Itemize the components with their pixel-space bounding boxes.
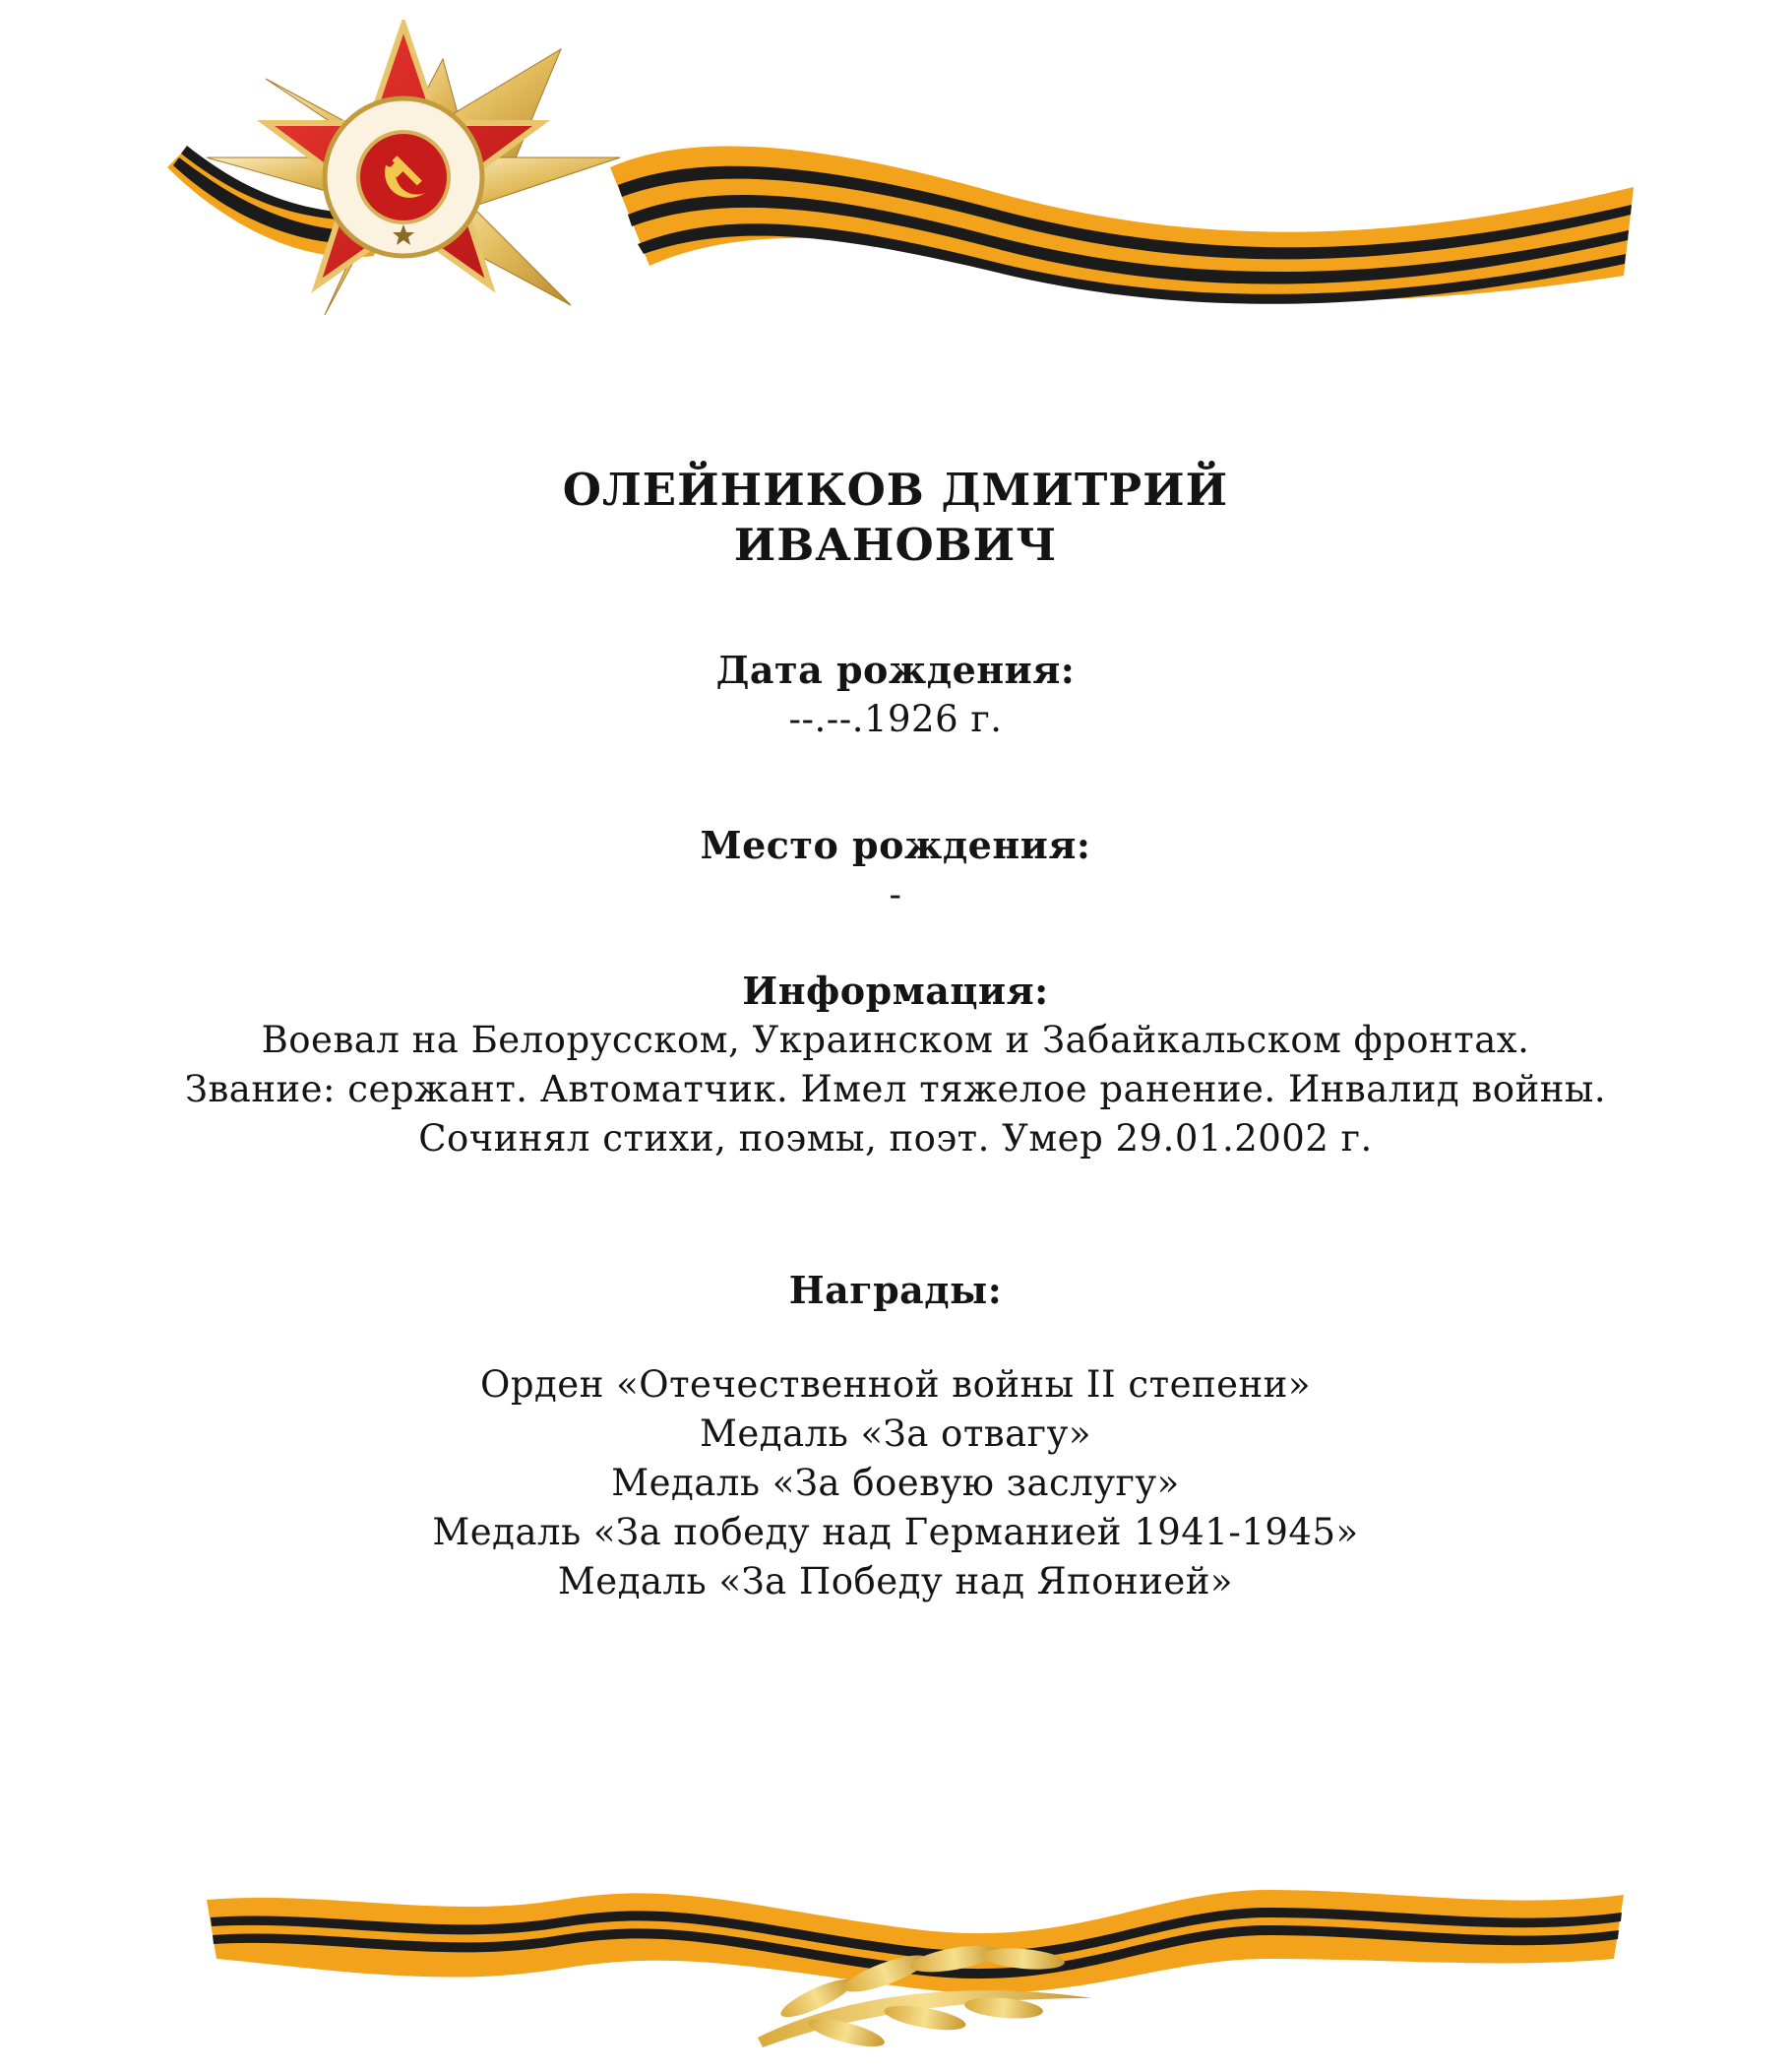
birth-date-value: --.--.1926 г.: [788, 698, 1003, 740]
biography-card: [0, 463, 1791, 1606]
award-item: Медаль «За Победу над Японией»: [557, 1560, 1234, 1602]
information-line: Сочинял стихи, поэмы, поэт. Умер 29.01.2002 г.: [418, 1117, 1373, 1160]
footer-ribbon-decoration: [207, 1851, 1624, 2057]
person-name: [551, 463, 1240, 573]
award-item: Орден «Отечественной войны II степени»: [480, 1363, 1311, 1406]
awards-list: [0, 1360, 1791, 1606]
header-ribbon-decoration: [148, 20, 1663, 354]
award-item: Медаль «За отвагу»: [700, 1413, 1091, 1455]
information-line: Звание: сержант. Автоматчик. Имел тяжелое ранение. Инвалид войны.: [184, 1068, 1607, 1110]
person-patronymic-line: ИВАНОВИЧ: [733, 519, 1058, 571]
awards-label: Награды:: [788, 1268, 1003, 1312]
birth-place-value: -: [889, 873, 902, 915]
award-item: Медаль «За победу над Германией 1941-1945»: [432, 1511, 1359, 1553]
information-line: Воевал на Белорусском, Украинском и Забайкальском фронтах.: [261, 1019, 1530, 1061]
footer-ribbon: [207, 1890, 1624, 1993]
award-item: Медаль «За боевую заслугу»: [611, 1462, 1180, 1504]
ribbon-right-segment: [610, 146, 1634, 303]
birth-place-label: Место рождения:: [700, 823, 1091, 867]
person-surname-line: ОЛЕЙНИКОВ ДМИТРИЙ: [562, 464, 1229, 516]
order-of-patriotic-war-icon: [325, 98, 482, 256]
birth-date-label: Дата рождения:: [715, 648, 1076, 692]
information-label: Информация:: [742, 969, 1049, 1013]
